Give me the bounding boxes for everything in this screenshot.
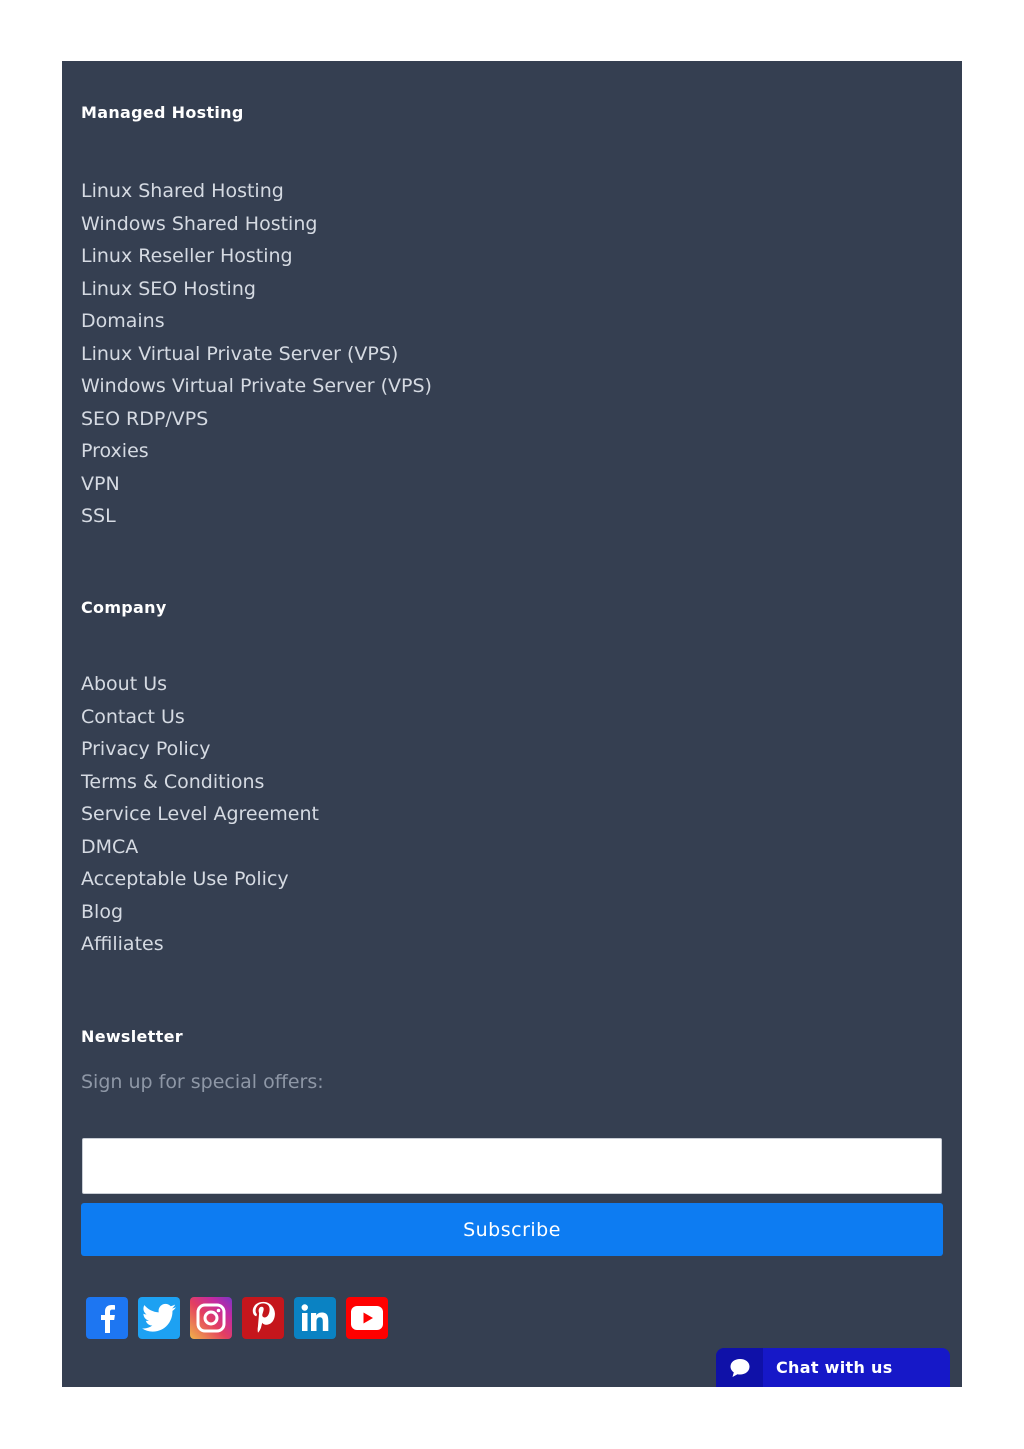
footer-link-linux-reseller-hosting[interactable]: Linux Reseller Hosting (81, 245, 293, 267)
pinterest-icon[interactable] (242, 1297, 284, 1339)
subscribe-button[interactable]: Subscribe (81, 1203, 943, 1256)
footer-link-contact-us[interactable]: Contact Us (81, 705, 185, 728)
newsletter-description: Sign up for special offers: (81, 1071, 324, 1093)
footer-link-windows-vps[interactable]: Windows Virtual Private Server (VPS) (81, 375, 432, 397)
footer-link-ssl[interactable]: SSL (81, 505, 116, 527)
footer-link-dmca[interactable]: DMCA (81, 835, 139, 858)
chat-widget[interactable] (716, 1348, 950, 1387)
managed-hosting-heading: Managed Hosting (81, 103, 244, 122)
footer-panel (62, 61, 962, 1387)
footer-link-linux-shared-hosting[interactable]: Linux Shared Hosting (81, 180, 284, 202)
managed-hosting-links (81, 175, 432, 533)
newsletter-email-input[interactable] (82, 1138, 942, 1194)
facebook-icon[interactable] (86, 1297, 128, 1339)
instagram-icon[interactable] (190, 1297, 232, 1339)
footer-link-about-us[interactable]: About Us (81, 673, 168, 695)
footer-link-acceptable-use-policy[interactable]: Acceptable Use Policy (81, 868, 289, 890)
linkedin-icon[interactable] (294, 1297, 336, 1339)
social-links (86, 1297, 388, 1339)
twitter-icon[interactable] (138, 1297, 180, 1339)
company-links (81, 668, 319, 961)
footer-link-domains[interactable]: Domains (81, 310, 165, 332)
company-heading: Company (81, 598, 167, 617)
footer-link-seo-rdp-vps[interactable]: SEO RDP/VPS (81, 407, 209, 430)
footer-link-linux-vps[interactable]: Linux Virtual Private Server (VPS) (81, 342, 399, 365)
footer-link-linux-seo-hosting[interactable]: Linux SEO Hosting (81, 277, 256, 300)
footer-link-blog[interactable]: Blog (81, 900, 123, 923)
footer-link-windows-shared-hosting[interactable]: Windows Shared Hosting (81, 212, 318, 235)
chat-label: Chat with us (776, 1358, 893, 1377)
footer-link-privacy-policy[interactable]: Privacy Policy (81, 738, 211, 760)
footer-link-terms-conditions[interactable]: Terms & Conditions (81, 770, 265, 793)
footer-link-vpn[interactable]: VPN (81, 472, 120, 495)
chat-bubble-icon (716, 1348, 763, 1387)
footer-link-affiliates[interactable]: Affiliates (81, 933, 164, 955)
footer-link-proxies[interactable]: Proxies (81, 440, 149, 462)
footer-link-service-level-agreement[interactable]: Service Level Agreement (81, 803, 319, 825)
youtube-icon[interactable] (346, 1297, 388, 1339)
newsletter-heading: Newsletter (81, 1027, 183, 1046)
